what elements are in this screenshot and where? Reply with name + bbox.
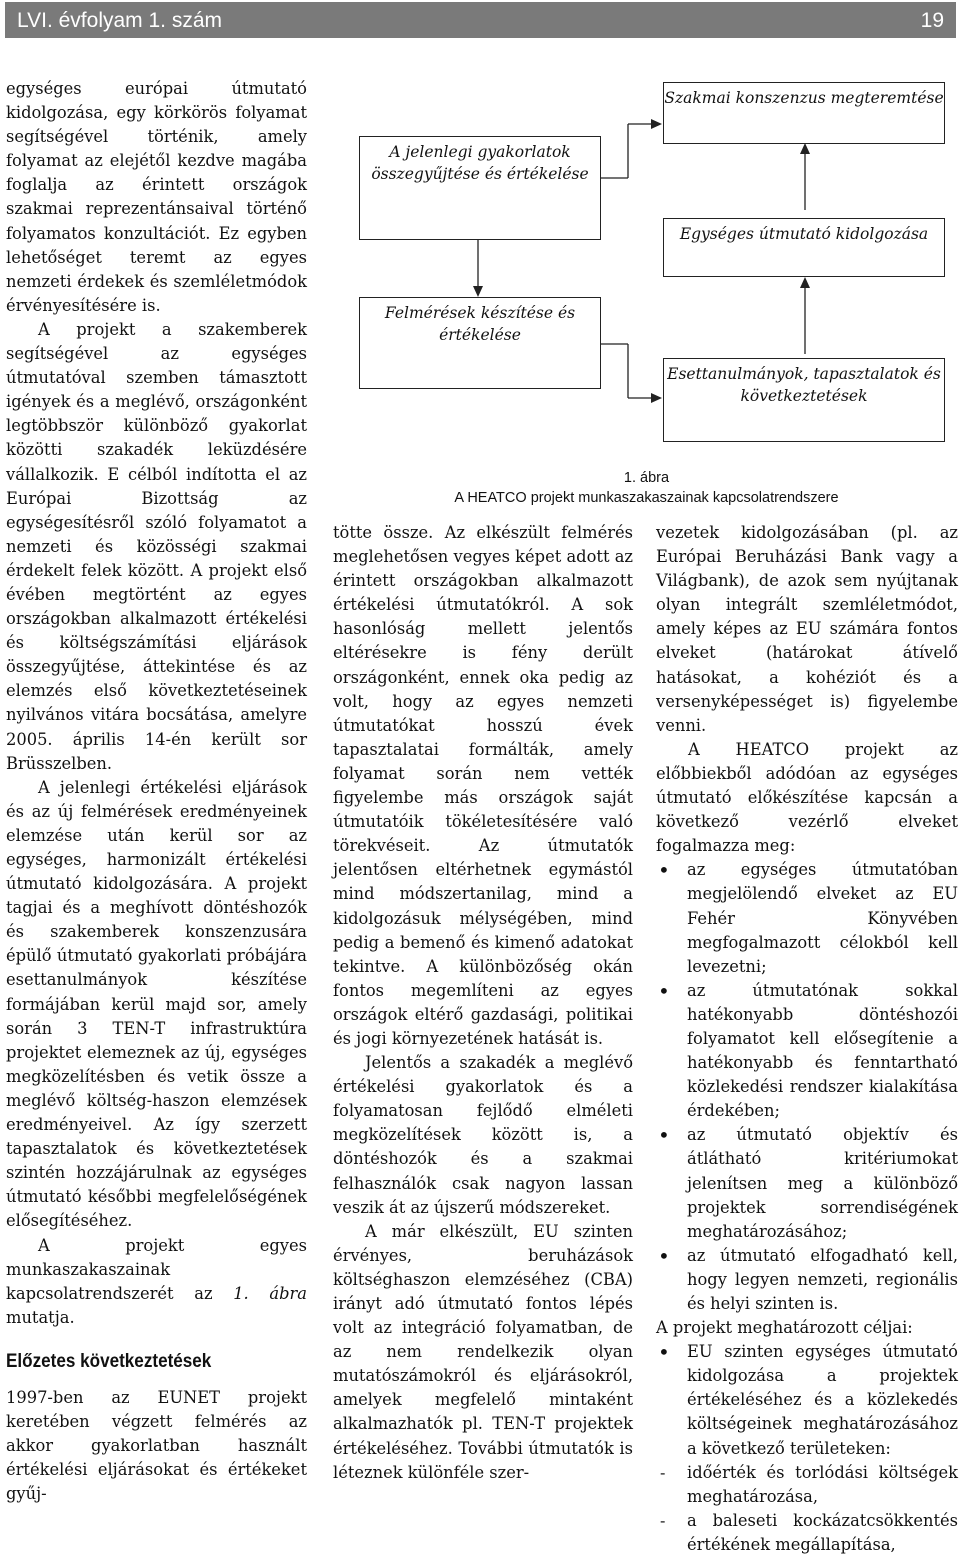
col1-paragraph-4 <box>6 1234 307 1330</box>
col2-paragraph-3: A már elkészült, EU szinten érvényes, beruházások költséghaszon elemzéséhez (CBA) irányt adó útmutató fontos lépés volt az integráció folyamatban, de az nem rendelkezik olyan mutatószámokról és eljárásokról, amelyek megfelelő mintaként alkalmazhatók pl. TEN-T projektek értékeléséhez. További útmutatók is léteznek különféle szer- <box>333 1221 633 1482</box>
col2-paragraph-1: tötte össze. Az elkészült felmérés meglehetősen vegyes képet adott az érintett országokban alkalmazott értékelési útmutatókról. A sok hasonlóság mellett jelentős eltérésekre is fény derült országonként, ennek oka pedig az volt, hogy az egyes nemzeti útmutatókat hosszú évek tapasztalatai formálták, amely folyamat során nem vették figyelembe más országok saját útmutatóik tökéletesítésére való törekvéseit. Az útmutatók jelentősen eltérhetnek egymástól mind módszertanilag, mind a kidolgozásuk mélységében, mind pedig a bemenő és kimenő adatokat tekintve. A különbözőség okán fontos megemlíteni az egyes országok eltérő gazdasági, politikai és jogi környezetének hatását is. <box>333 523 633 1048</box>
figure-ref-text-b: mutatja. <box>6 1307 75 1327</box>
column-2 <box>333 521 633 1485</box>
col1-paragraph-5: 1997-ben az EUNET projekt keretében végzett felmérés az akkor gyakorlatban használt értékelési eljárásokat és értékeket gyűj- <box>6 1387 307 1504</box>
list-item: • az egységes útmutatóban megjelölendő elveket az EU Fehér Könyvében megfogalmazott célokból kell levezetni; <box>656 858 958 978</box>
col2-paragraph-2: Jelentős a szakadék a meglévő értékelési gyakorlatok és a folyamatosan fejlődő elméleti megközelítések között is, a döntéshozók és a szakmai felhasználók csak nagyon lassan veszik át az újszerű módszereket. <box>333 1053 633 1217</box>
figure-ref-text-a: A projekt egyes munkaszakaszainak kapcsolatrendszerét az <box>6 1235 307 1303</box>
col3-paragraph-3: A projekt meghatározott céljai: <box>656 1318 913 1338</box>
box-unified-guide: Egységes útmutató kidolgozása <box>663 218 945 277</box>
box-surveys: Felmérések készítése és értékelése <box>359 297 601 389</box>
box-current-practices: A jelenlegi gyakorlatok összegyűjtése és értékelése <box>359 136 601 240</box>
list-item: • az útmutatónak sokkal hatékonyabb döntéshozói folyamatot kell elősegítenie a hatékonyabb és fenntartható közlekedési rendszer kialakítása érdekében; <box>656 979 958 1124</box>
figure-ref: 1. ábra <box>233 1283 307 1303</box>
col1-paragraph-3: A jelenlegi értékelési eljárások és az új felmérések eredményeinek elemzése után kerül sor az egységes, harmonizált értékelési útmutató kidolgozására. A projekt tagjai és a meghívott döntéshozók és szakemberek konszenzusára épülő útmutató gyakorlati próbájára esettanulmányok készítése formájában kerül majd sor, amely során 3 TEN-T infrastruktúra projektet elemeznek az új, egységes megközelítésben és vetik össze a meglévő költség-haszon elemzések eredményeivel. Az így szerzett tapasztalatok és következtetések szintén hozzájárulnak az egységes útmutató későbbi megfelelőségének elősegítéséhez. <box>6 777 307 1231</box>
figure-diagram <box>333 78 960 508</box>
box-case-studies: Esettanulmányok, tapasztalatok és következtetések <box>663 358 945 442</box>
box-consensus: Szakmai konszenzus megteremtése <box>663 82 945 144</box>
list-item: • az útmutató elfogadható kell, hogy legyen nemzeti, regionális és helyi szinten is. <box>656 1244 958 1316</box>
col1-paragraph-1: egységes európai útmutató kidolgozása, egy körkörös folyamat segítségével történik, amely folyamat az elejétől kezdve magába foglalja az érintett országok szakmai reprezentánsaival történő folyamatos konzultációt. Ez egyben lehetőséget teremt az egyes nemzeti érdekek és szemléletmódok érvényesítésére is. <box>6 79 307 315</box>
list-item: - időérték és torlódási költségek meghatározása, <box>656 1461 958 1509</box>
list-item: - a baleseti kockázatcsökkentés értékének megállapítása, <box>656 1509 958 1557</box>
goals-list <box>656 1340 958 1460</box>
figure-caption-number: 1. ábra <box>623 470 670 486</box>
figure-caption-title: A HEATCO projekt munkaszakaszainak kapcsolatrendszere <box>454 490 839 506</box>
col3-paragraph-1: vezetek kidolgozásában (pl. az Európai Beruházási Bank vagy a Világbank), de azok sem nyújtanak olyan integrált szemléletmódot, amely képes az EU számára fontos elveket (határokat átívelő hatásokat, a kohéziót és a versenyképességet is) figyelembe venni. <box>656 523 958 735</box>
section-heading: Előzetes következtetések <box>6 1350 212 1372</box>
col3-paragraph-2: A HEATCO projekt az előbbiekből adódóan az egységes útmutató előkészítése kapcsán a következő vezérlő elveket fogalmazza meg: <box>656 739 958 856</box>
page-header <box>5 2 956 38</box>
goals-sublist <box>656 1461 958 1557</box>
column-3 <box>656 521 958 1557</box>
col1-paragraph-2: A projekt a szakemberek segítségével az egységes útmutatóval szemben támasztott igények és a meglévő, országonként legtöbbször különböző gyakorlat közötti szakadék leküzdésére vállalkozik. E célból indította el az Európai Bizottság az egységesítésről szóló folyamatot a nemzeti és közösségi szakmai érdekelt felek között. A projekt első évében megtörtént az egyes országokban alkalmazott értékelési és költségszámítási eljárások összegyűjtése, áttekintése és az elemzés első következtetéseinek nyilvános vitára bocsátása, amelyre 2005. április 14-én került sor Brüsszelben. <box>6 319 307 773</box>
page-number: 19 <box>920 9 944 32</box>
list-item: • az útmutató objektív és átlátható kritériumokat jelenítsen meg a különböző projektek sorrendiségének meghatározásához; <box>656 1123 958 1243</box>
volume-label: LVI. évfolyam 1. szám <box>17 9 223 32</box>
principles-list <box>656 858 958 1316</box>
column-1 <box>6 77 307 1506</box>
list-item: • EU szinten egységes útmutató kidolgozása a projektek értékeléséhez és a közlekedés költségeinek meghatározásához a következő területeken: <box>656 1340 958 1460</box>
